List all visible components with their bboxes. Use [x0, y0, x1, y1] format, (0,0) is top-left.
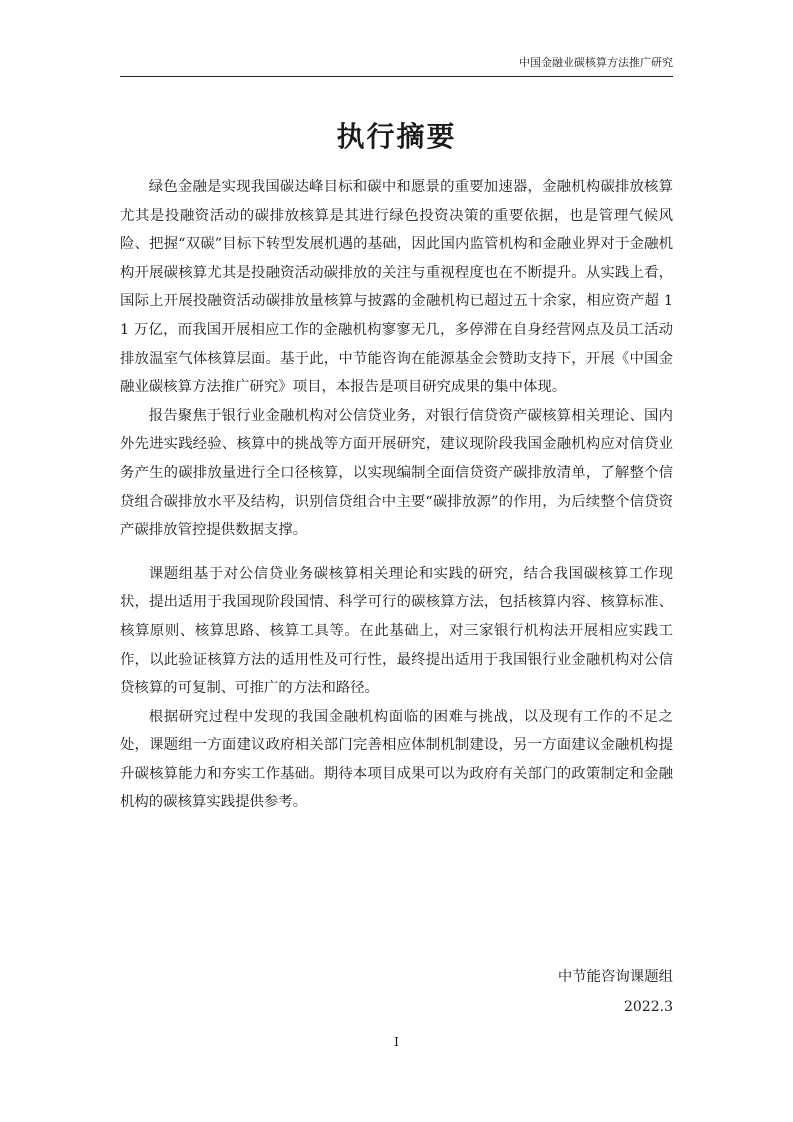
paragraph-1: 绿色金融是实现我国碳达峰目标和碳中和愿景的重要加速器，金融机构碳排放核算尤其是投融资活动的碳排放核算是其进行绿色投资决策的重要依据，也是管理气候风险、把握“双碳”目标下转型发展机遇的基础，因此国内监管机构和金融业界对于金融机构开展碳核算尤其是投融资活动碳排放的关注与重视程度也在不断提升。从实践上看，国际上开展投融资活动碳排放量核算与披露的金融机构已超过五十余家，相应资产超 11 万亿，而我国开展相应工作的金融机构寥寥无几，多停滞在自身经营网点及员工活动排放温室气体核算层面。基于此，中节能咨询在能源基金会赞助支持下，开展《中国金融业碳核算方法推广研究》项目，本报告是项目研究成果的集中体现。	[120, 179, 673, 396]
header-divider	[120, 76, 673, 77]
page-number: I	[394, 1035, 399, 1049]
paragraph-2: 报告聚焦于银行业金融机构对公信贷业务，对银行信贷资产碳核算相关理论、国内外先进实践经验、核算中的挑战等方面开展研究，建议现阶段我国金融机构应对信贷业务产生的碳排放量进行全口径核算，以实现编制全面信贷资产碳排放清单，了解整个信贷组合碳排放水平及结构，识别信贷组合中主要“碳排放源”的作用，为后续整个信贷资产碳排放管控提供数据支撑。	[120, 407, 673, 539]
summary-body	[120, 173, 673, 817]
signature-date: 2022.3	[624, 999, 673, 1015]
running-header-title: 中国金融业碳核算方法推广研究	[519, 56, 673, 69]
page-title: 执行摘要	[336, 119, 457, 153]
paragraph-3: 课题组基于对公信贷业务碳核算相关理论和实践的研究，结合我国碳核算工作现状，提出适用于我国现阶段国情、科学可行的碳核算方法，包括核算内容、核算标准、核算原则、核算思路、核算工具等。在此基础上，对三家银行机构法开展相应实践工作，以此验证核算方法的适用性及可行性，最终提出适用于我国银行业金融机构对公信贷核算的可复制、可推广的方法和路径。	[120, 565, 673, 697]
paragraph-4: 根据研究过程中发现的我国金融机构面临的困难与挑战，以及现有工作的不足之处，课题组一方面建议政府相关部门完善相应体制机制建设，另一方面建议金融机构提升碳核算能力和夯实工作基础。期待本项目成果可以为政府有关部门的政策制定和金融机构的碳核算实践提供参考。	[120, 708, 673, 811]
signature-organization: 中节能咨询课题组	[557, 969, 673, 985]
signature-block	[558, 962, 673, 1022]
